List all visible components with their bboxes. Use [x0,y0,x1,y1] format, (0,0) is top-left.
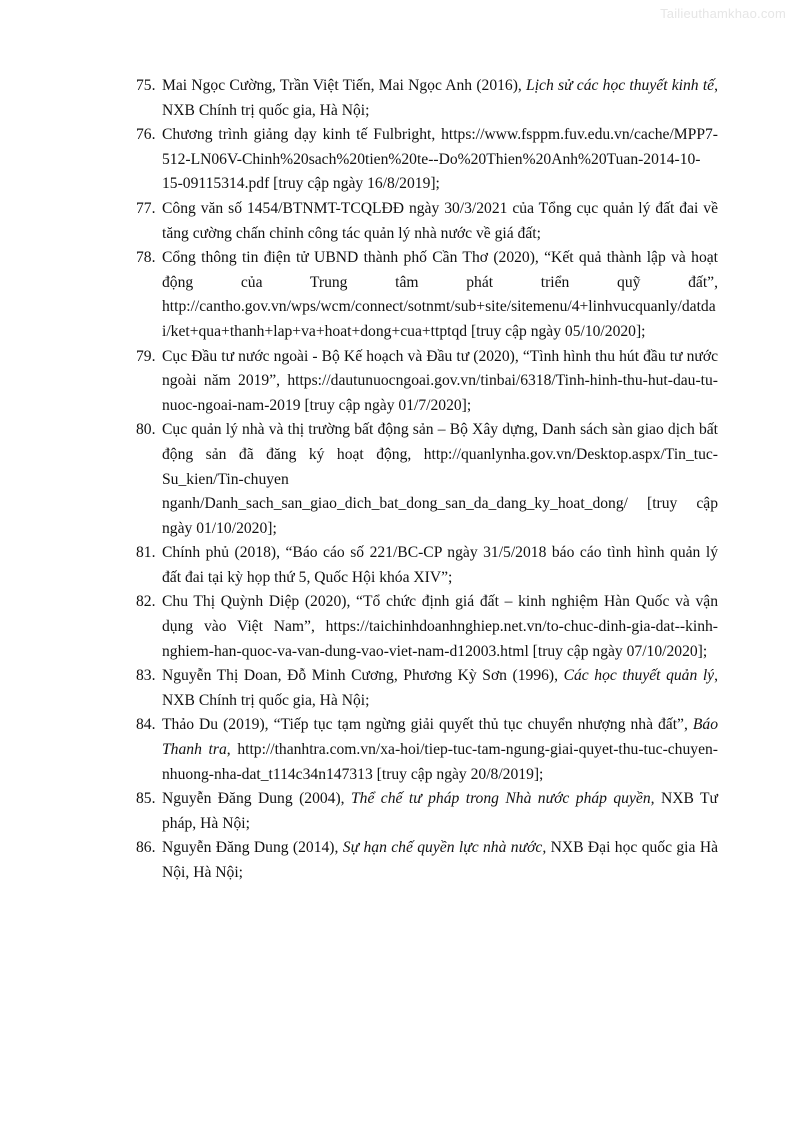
reference-text [162,246,718,344]
reference-text [162,123,718,197]
reference-title: Báo Thanh tra [162,716,718,759]
reference-title: Sự hạn chế quyền lực nhà nước, [342,839,547,857]
reference-item [136,123,718,197]
reference-number: 86. [136,839,156,857]
reference-text [162,836,718,885]
reference-segment: Nguyễn Đăng Dung (2004), [162,790,351,808]
reference-item [136,590,718,664]
reference-number: 77. [136,199,156,217]
reference-text [162,713,718,787]
reference-item [136,418,718,541]
reference-item [136,197,718,246]
reference-text [162,541,718,590]
reference-text [162,418,718,541]
reference-number: 84. [136,716,156,734]
reference-title: Thể chế tư pháp trong Nhà nước pháp quyền, [350,790,655,808]
reference-segment: Thảo Du (2019), “Tiếp tục tạm ngừng giải quyết thủ tục chuyển nhượng nhà đất”, [162,716,693,734]
reference-number: 83. [136,667,156,685]
reference-number: 78. [136,249,156,267]
reference-segment: Chu Thị Quỳnh Diệp (2020), “Tổ chức định giá đất – kinh nghiệm Hàn Quốc và vận dụng vào Việt Nam”, https://taichinhdoanhnghiep.net.vn/to-chuc-dinh-gia-dat--kinh-nghiem-han-quoc-va-van-dung-vao-viet-nam-d12003.html [truy cập ngày 07/10/2020]; [162,593,718,660]
reference-number: 85. [136,790,156,808]
reference-item [136,713,718,787]
reference-text [162,664,718,713]
reference-segment: Mai Ngọc Cường, Trần Việt Tiến, Mai Ngọc Anh (2016), [162,77,527,94]
reference-number: 75. [136,77,156,94]
reference-text [162,345,718,419]
reference-item [136,664,718,713]
reference-segment: NXB Tư pháp, Hà Nội; [162,790,718,832]
reference-segment: , http://thanhtra.com.vn/xa-hoi/tiep-tuc-tam-ngung-giai-quyet-thu-tuc-chuyen-nhuong-nha-dat_t114c34n147313 [truy cập ngày 20/8/2019]; [162,741,718,783]
reference-text [162,590,718,664]
reference-text [162,787,718,836]
reference-text [162,197,718,246]
reference-item [136,787,718,836]
reference-segment: , NXB Chính trị quốc gia, Hà Nội; [162,77,718,119]
reference-segment: Nguyễn Đăng Dung (2014), [162,839,343,857]
reference-number: 79. [136,347,156,365]
reference-segment: Chương trình giảng dạy kinh tế Fulbright, https://www.fsppm.fuv.edu.vn/cache/MPP7-512-LN06V-Chinh%20sach%20tien%20te--Do%20Thien%20Anh%20Tuan-2014-10-15-09115314.pdf [truy cập ngày 16/8/2019]; [162,126,718,193]
reference-text [162,74,718,123]
reference-segment: Chính phủ (2018), “Báo cáo số 221/BC-CP ngày 31/5/2018 báo cáo tình hình quản lý đất đai tại kỳ họp thứ 5, Quốc Hội khóa XIV”; [162,544,718,586]
reference-number: 81. [136,544,156,562]
reference-title: Các học thuyết quản lý [563,667,715,685]
reference-number: 82. [136,593,156,611]
reference-segment: Nguyễn Thị Doan, Đỗ Minh Cương, Phương Kỳ Sơn (1996), [162,667,564,685]
reference-segment: Cổng thông tin điện tử UBND thành phố Cần Thơ (2020), “Kết quả thành lập và hoạt động của Trung tâm phát triển quỹ đất”, http://cantho.gov.vn/wps/wcm/connect/sotnmt/sub+site/sitemenu/4+linhvucquanly/datdai/ket+qua+thanh+lap+va+hoat+dong+cua+ttptqd [truy cập ngày 05/10/2020]; [162,249,718,340]
watermark-text: Tailieuthamkhao.com [660,6,786,21]
reference-number: 76. [136,126,156,144]
reference-segment: NXB Đại học quốc gia Hà Nội, Hà Nội; [162,839,719,881]
reference-segment: Công văn số 1454/BTNMT-TCQLĐĐ ngày 30/3/2021 của Tổng cục quản lý đất đai về tăng cường chấn chỉnh công tác quản lý nhà nước về giá đất; [162,199,718,242]
reference-segment: , NXB Chính trị quốc gia, Hà Nội; [162,667,718,709]
reference-item [136,74,718,123]
reference-item [136,246,718,344]
reference-number: 80. [136,421,156,439]
reference-title: Lịch sử các học thuyết kinh tế [526,77,715,94]
reference-item [136,541,718,590]
reference-list [136,74,718,886]
reference-segment: Cục Đầu tư nước ngoài - Bộ Kế hoạch và Đầu tư (2020), “Tình hình thu hút đầu tư nước ngoài năm 2019”, https://dautunuocngoai.gov.vn/tinbai/6318/Tinh-hinh-thu-hut-dau-tu-nuoc-ngoai-nam-2019 [truy cập ngày 01/7/2020]; [162,347,718,414]
reference-item [136,836,718,885]
reference-segment: Cục quản lý nhà và thị trường bất động sản – Bộ Xây dựng, Danh sách sàn giao dịch bất động sản đã đăng ký hoạt động, http://quanlynha.gov.vn/Desktop.aspx/Tin_tuc-Su_kien/Tin-chuyen nganh/Danh_sach_san_giao_dich_bat_dong_san_da_dang_ky_hoat_dong/ [truy cập ngày 01/10/2020]; [162,421,718,537]
reference-item [136,345,718,419]
